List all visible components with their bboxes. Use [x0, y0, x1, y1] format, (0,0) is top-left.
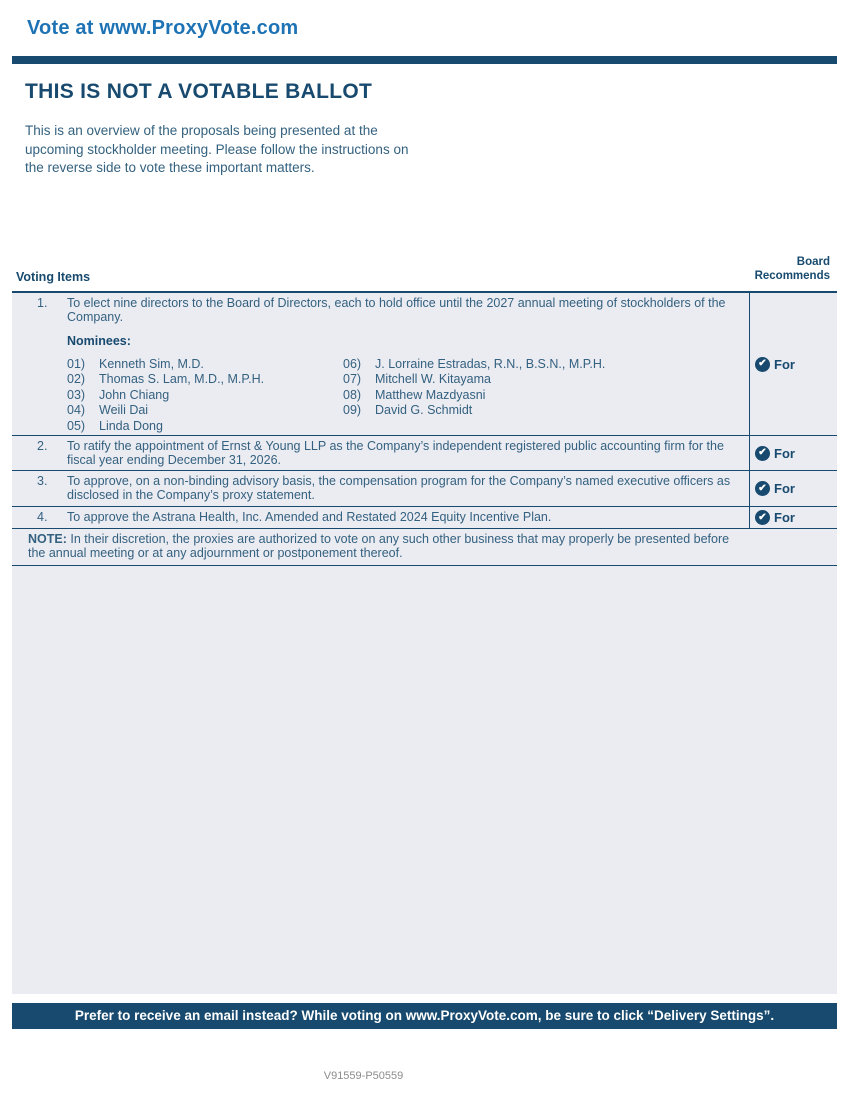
- proposal-2-text: To ratify the appointment of Ernst & Young LLP as the Company’s independent registered public accounting firm for the fiscal year ending December 31, 2026.: [67, 439, 724, 467]
- table-row: [12, 436, 837, 471]
- table-row: [12, 507, 837, 529]
- proposal-3-text: To approve, on a non-binding advisory basis, the compensation program for the Company’s named executive officers as disclosed in the Company’s proxy statement.: [67, 474, 731, 502]
- list-item: [67, 403, 343, 419]
- control-number: V91559-P50559: [323, 1070, 404, 1082]
- proposal-3-cell: [12, 471, 749, 506]
- nominee-number: 03): [67, 387, 86, 402]
- proposal-4-cell: [12, 507, 749, 528]
- recommendation-label: For: [774, 445, 795, 461]
- note-text: In their discretion, the proxies are authorized to vote on any such other business that may properly be presented before the annual meeting or at any adjournment or postponement thereof.: [28, 532, 730, 560]
- recommendation-cell: [749, 436, 837, 470]
- voting-items-table: [12, 291, 837, 994]
- header-divider-bar: [12, 56, 837, 64]
- proposal-1-cell: [12, 293, 749, 435]
- nominees-list: [67, 357, 739, 435]
- nominees-column-1: [67, 357, 343, 435]
- recommendation-label: For: [774, 356, 795, 372]
- nominee-number: 07): [343, 372, 362, 386]
- nominee-name: Mitchell W. Kitayama: [375, 372, 492, 386]
- proposal-number: 2.: [37, 439, 48, 453]
- proposal-number: 4.: [37, 510, 48, 524]
- board-recommends-header: Board Recommends: [754, 256, 830, 282]
- nominee-name: John Chiang: [99, 387, 170, 402]
- check-circle-icon: [755, 481, 770, 496]
- vote-at-proxyvote-heading: Vote at www.ProxyVote.com: [27, 17, 299, 39]
- not-votable-ballot-title: THIS IS NOT A VOTABLE BALLOT: [25, 80, 373, 103]
- proposal-number: 3.: [37, 474, 48, 488]
- recommendation-label: For: [774, 510, 795, 525]
- note-row: [12, 529, 837, 566]
- list-item: [67, 357, 343, 373]
- recommendation-cell: [749, 293, 837, 435]
- nominees-label: Nominees:: [67, 334, 131, 348]
- list-item: [343, 403, 739, 419]
- list-item: [67, 419, 343, 435]
- recommendation-cell: [749, 471, 837, 506]
- nominee-name: Thomas S. Lam, M.D., M.P.H.: [99, 372, 265, 386]
- nominee-number: 02): [67, 372, 86, 386]
- proposal-1-text: To elect nine directors to the Board of Directors, each to hold office until the 2027 annual meeting of stockholders of the Company.: [67, 296, 726, 324]
- nominee-name: Kenneth Sim, M.D.: [99, 356, 204, 371]
- nominee-number: 06): [343, 356, 362, 371]
- proposal-2-cell: [12, 436, 749, 470]
- nominee-name: Matthew Mazdyasni: [375, 387, 486, 402]
- nominee-name: J. Lorraine Estradas, R.N., B.S.N., M.P.H.: [375, 356, 606, 371]
- nominee-number: 04): [67, 403, 86, 417]
- nominee-number: 01): [67, 356, 86, 371]
- intro-paragraph: [25, 122, 465, 178]
- voting-items-header: Voting Items: [16, 270, 91, 284]
- proposal-number: 1.: [37, 296, 48, 310]
- recommendation-label: For: [774, 481, 795, 496]
- check-circle-icon: [755, 510, 770, 525]
- nominee-number: 09): [343, 403, 362, 417]
- list-item: [343, 357, 739, 373]
- proposal-1-content: [67, 297, 739, 435]
- nominee-name: Linda Dong: [99, 418, 163, 433]
- intro-line: upcoming stockholder meeting. Please follow the instructions on: [25, 141, 409, 157]
- nominee-number: 08): [343, 387, 362, 402]
- list-item: [343, 388, 739, 404]
- nominees-column-2: [343, 357, 739, 435]
- check-circle-icon: [755, 446, 770, 461]
- proposal-4-text: To approve the Astrana Health, Inc. Amended and Restated 2024 Equity Incentive Plan.: [67, 510, 552, 524]
- table-row: [12, 293, 837, 436]
- check-circle-icon: [755, 357, 770, 372]
- nominee-name: Weili Dai: [99, 403, 149, 417]
- note-label: NOTE:: [28, 532, 67, 546]
- recommendation-cell: [749, 507, 837, 528]
- list-item: [343, 372, 739, 388]
- table-row: [12, 471, 837, 507]
- intro-line: This is an overview of the proposals being presented at the: [25, 123, 378, 138]
- intro-line: the reverse side to vote these important matters.: [25, 160, 315, 175]
- list-item: [67, 388, 343, 404]
- nominee-number: 05): [67, 418, 86, 433]
- delivery-settings-banner: Prefer to receive an email instead? While voting on www.ProxyVote.com, be sure to click “Delivery Settings”.: [12, 1003, 837, 1029]
- list-item: [67, 372, 343, 388]
- nominee-name: David G. Schmidt: [375, 403, 473, 417]
- empty-table-area: [12, 566, 837, 994]
